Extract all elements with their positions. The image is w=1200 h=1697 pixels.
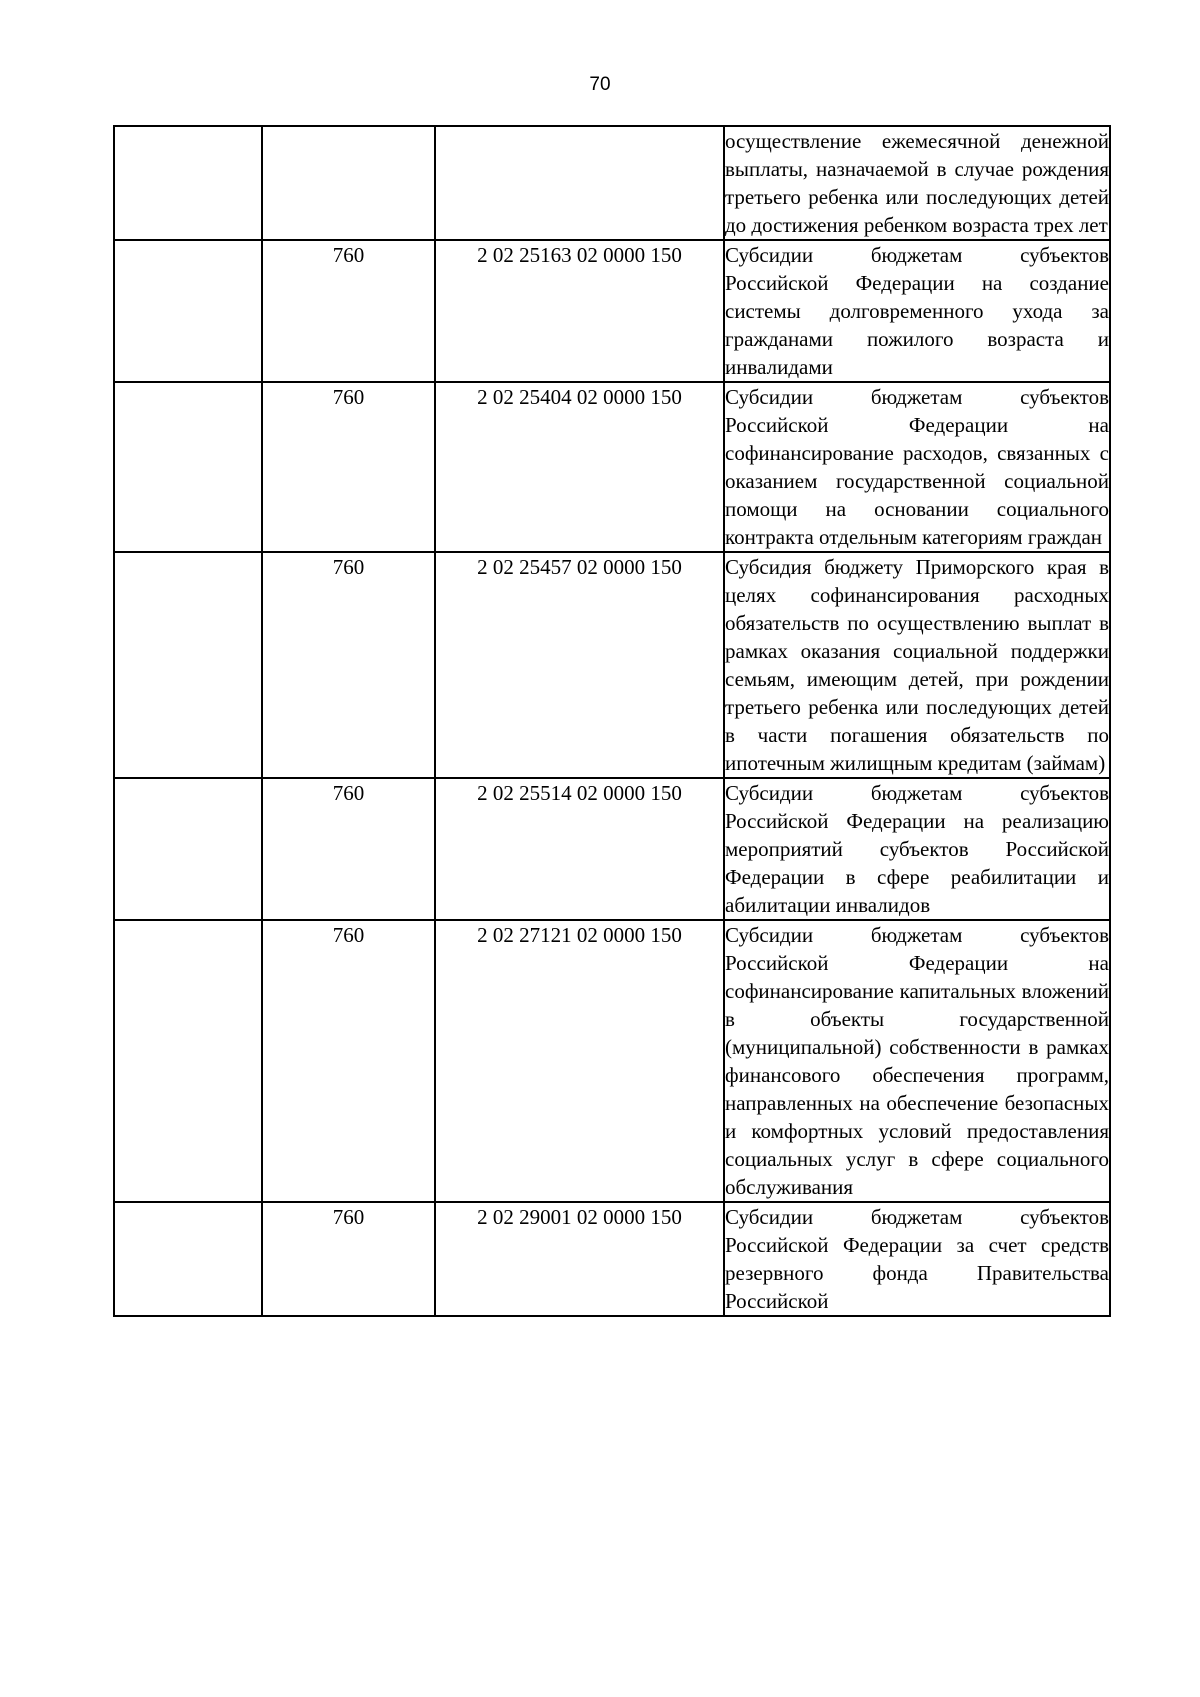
description-cell — [724, 382, 1110, 552]
description-cell — [724, 778, 1110, 920]
table-cell-empty — [114, 920, 262, 1202]
table-row — [114, 552, 1110, 778]
description-text: Субсидии бюджетам субъектов Российской Федерации на софинансирование капитальных вложений в объекты государственной (муниципальной) собственности в рамках финансового обеспечения программ, направленных на обеспечение безопасных и комфортных условий предоставления социальных услуг в сфере социального обслуживания — [725, 923, 1109, 1199]
revenue-code-cell: 2 02 29001 02 0000 150 — [435, 1202, 724, 1316]
description-cell — [724, 552, 1110, 778]
revenue-code-cell — [435, 126, 724, 240]
table-cell-empty — [114, 126, 262, 240]
admin-code-cell: 760 — [262, 1202, 435, 1316]
admin-code-cell: 760 — [262, 240, 435, 382]
revenue-code-cell: 2 02 27121 02 0000 150 — [435, 920, 724, 1202]
table-row — [114, 126, 1110, 240]
description-cell — [724, 240, 1110, 382]
admin-code-cell: 760 — [262, 382, 435, 552]
table-row — [114, 778, 1110, 920]
description-text: осуществление ежемесячной денежной выплаты, назначаемой в случае рождения третьего ребенка или последующих детей до достижения ребенком возраста трех лет — [725, 129, 1109, 237]
admin-code-cell: 760 — [262, 920, 435, 1202]
description-text: Субсидии бюджетам субъектов Российской Федерации на создание системы долговременного ухода за гражданами пожилого возраста и инвалидами — [725, 243, 1109, 379]
table-cell-empty — [114, 382, 262, 552]
revenue-code-cell: 2 02 25457 02 0000 150 — [435, 552, 724, 778]
description-text: Субсидии бюджетам субъектов Российской Федерации на софинансирование расходов, связанных с оказанием государственной социальной помощи на основании социального контракта отдельным категориям граждан — [725, 385, 1109, 549]
admin-code-cell — [262, 126, 435, 240]
table-cell-empty — [114, 240, 262, 382]
admin-code-cell: 760 — [262, 778, 435, 920]
budget-revenue-table — [113, 125, 1111, 1317]
description-text: Субсидии бюджетам субъектов Российской Федерации за счет средств резервного фонда Правительства Российской — [725, 1205, 1109, 1313]
table-cell-empty — [114, 552, 262, 778]
description-cell — [724, 126, 1110, 240]
description-cell — [724, 920, 1110, 1202]
table-row — [114, 920, 1110, 1202]
table-row — [114, 1202, 1110, 1316]
table-cell-empty — [114, 778, 262, 920]
description-text: Субсидии бюджетам субъектов Российской Федерации на реализацию мероприятий субъектов Российской Федерации в сфере реабилитации и абилитации инвалидов — [725, 781, 1109, 917]
table-row — [114, 240, 1110, 382]
description-cell — [724, 1202, 1110, 1316]
page-number: 70 — [589, 74, 611, 95]
revenue-code-cell: 2 02 25514 02 0000 150 — [435, 778, 724, 920]
table-row — [114, 382, 1110, 552]
revenue-code-cell: 2 02 25163 02 0000 150 — [435, 240, 724, 382]
description-text: Субсидия бюджету Приморского края в целях софинансирования расходных обязательств по осуществлению выплат в рамках оказания социальной поддержки семьям, имеющим детей, при рождении третьего ребенка или последующих детей в части погашения обязательств по ипотечным жилищным кредитам (займам) — [725, 555, 1109, 775]
revenue-code-cell: 2 02 25404 02 0000 150 — [435, 382, 724, 552]
table-cell-empty — [114, 1202, 262, 1316]
admin-code-cell: 760 — [262, 552, 435, 778]
